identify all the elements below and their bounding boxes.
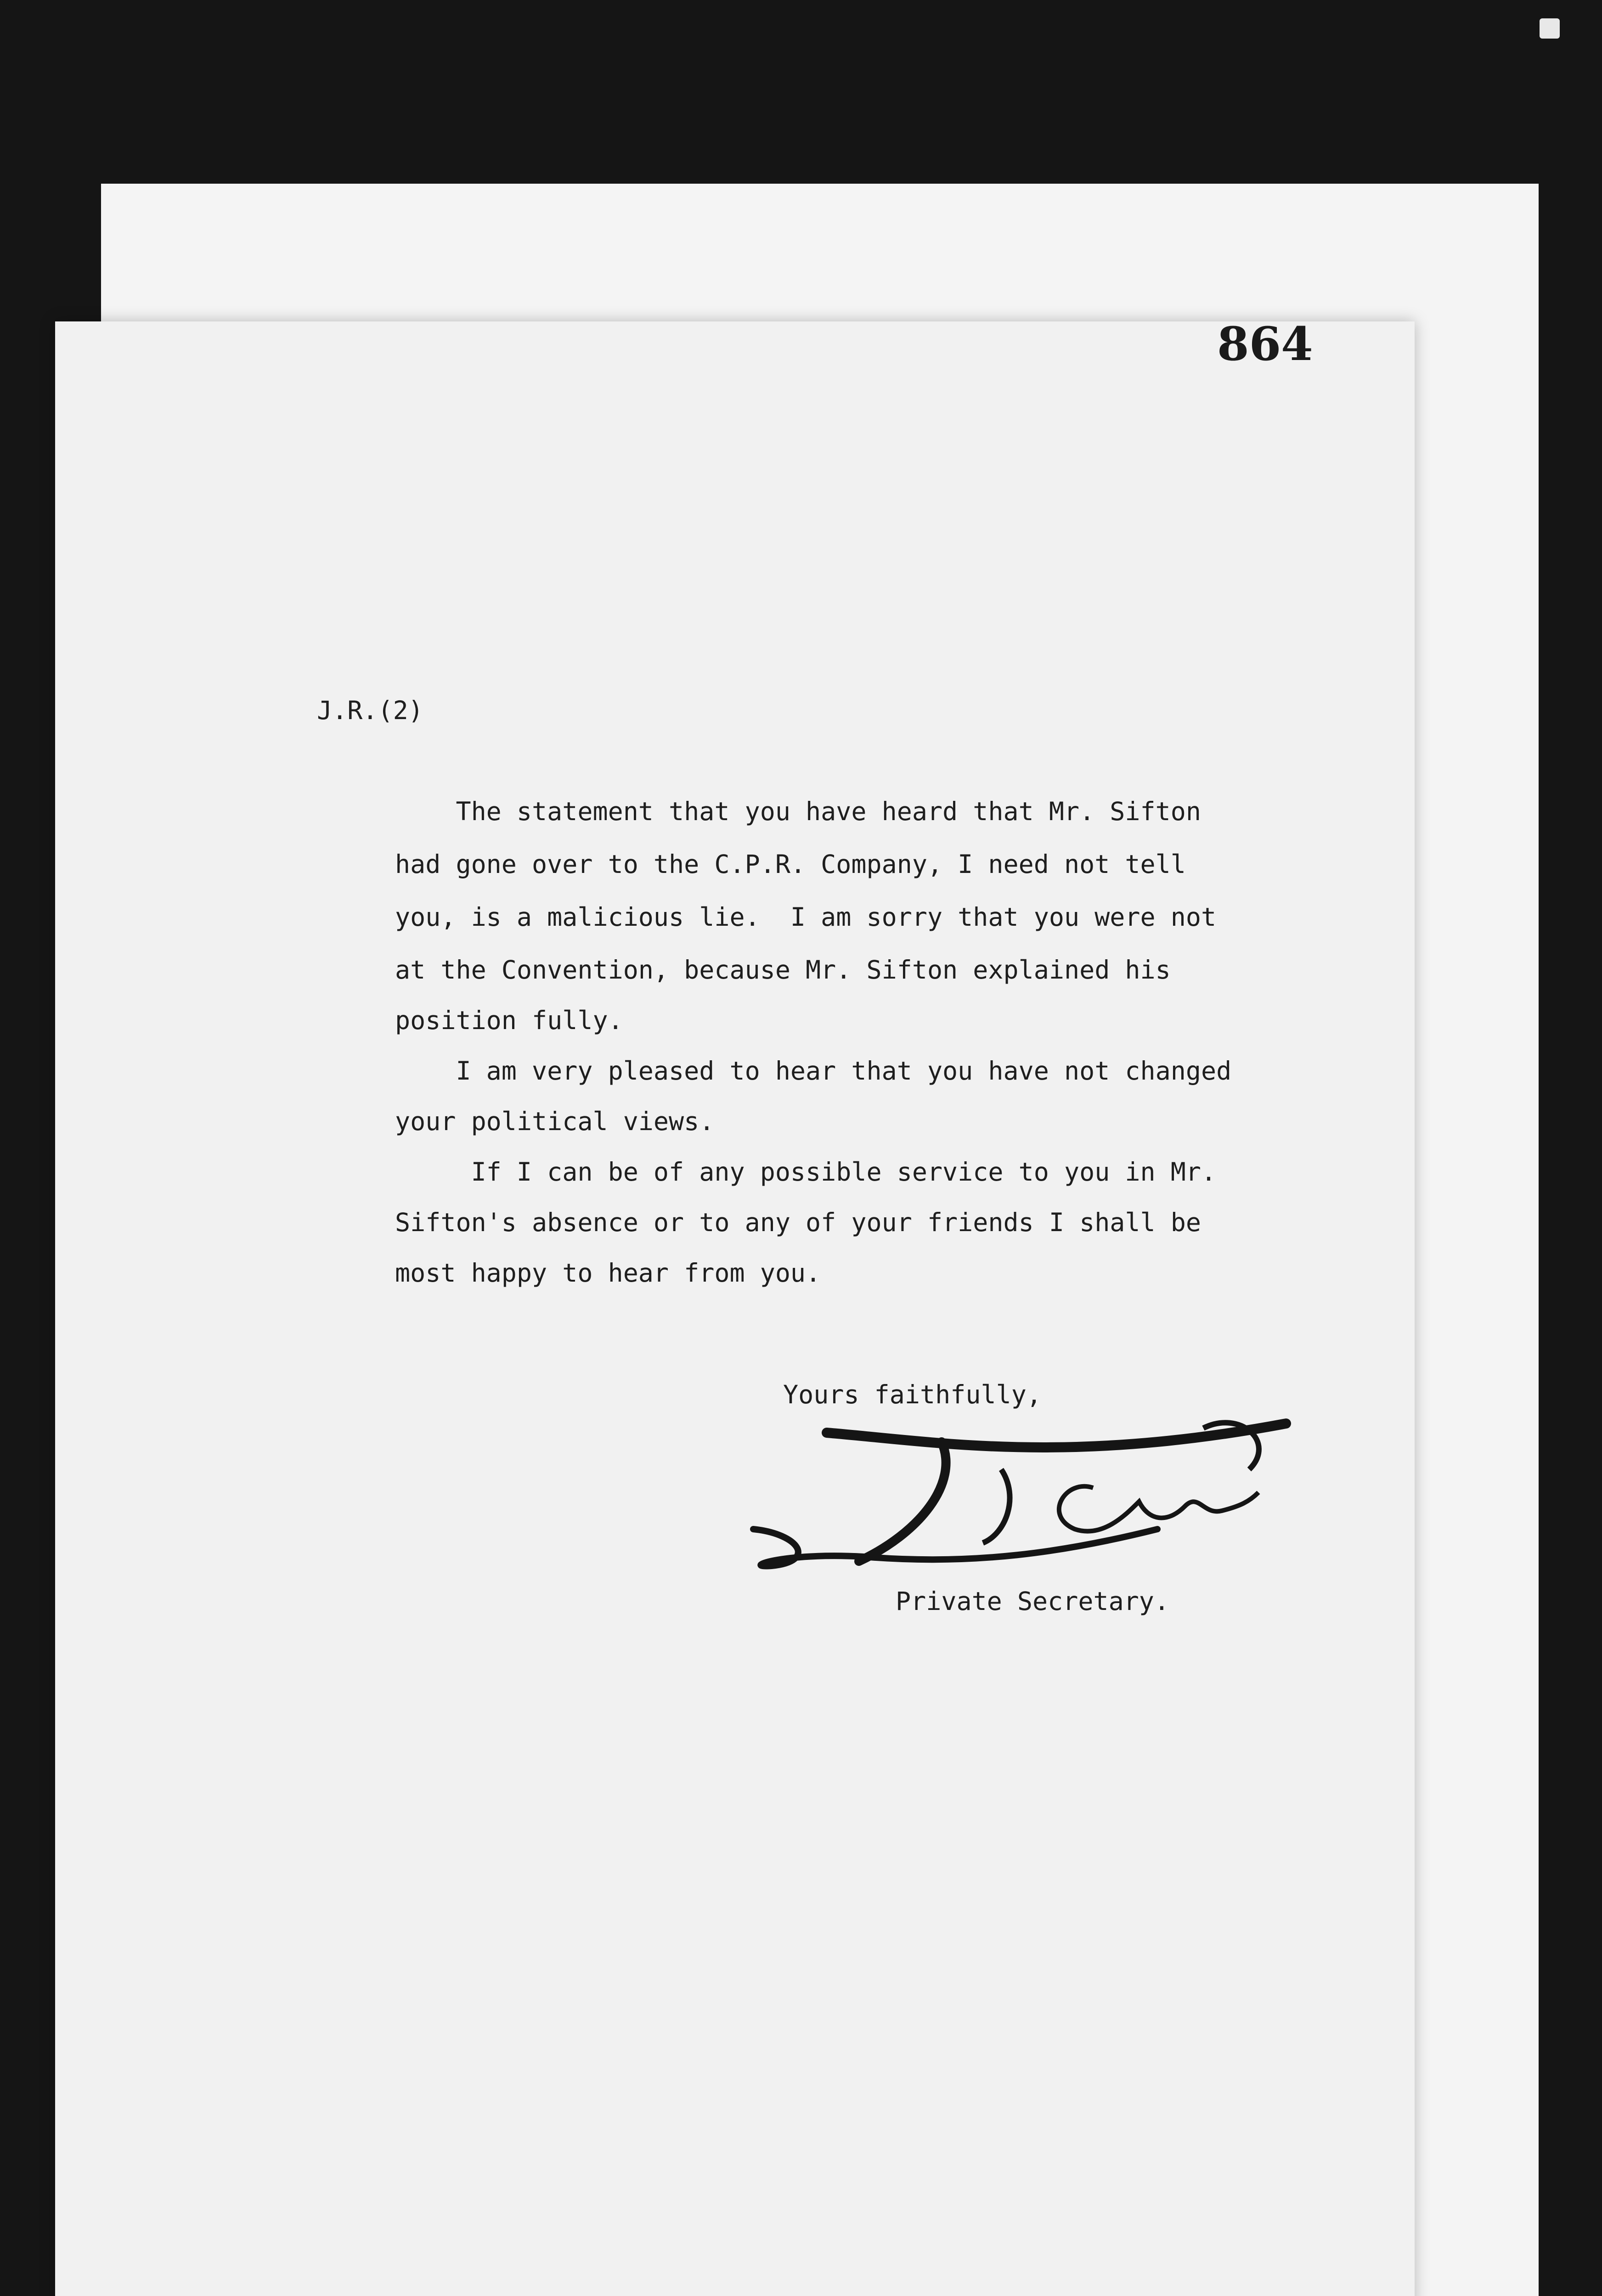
letter-line: If I can be of any possible service to you in Mr. — [395, 1157, 1217, 1187]
letter-body — [395, 797, 1232, 1288]
letter-line: you, is a malicious lie. I am sorry that you were not — [395, 902, 1217, 932]
letter-line: at the Convention, because Mr. Sifton explained his — [395, 955, 1171, 985]
letter-line: position fully. — [395, 1006, 623, 1035]
letter-line: The statement that you have heard that Mr. Sifton — [395, 797, 1201, 826]
letter-closing: Yours faithfully, — [783, 1380, 1042, 1409]
page-number: 864 — [1217, 317, 1313, 371]
letter-line: your political views. — [395, 1107, 715, 1136]
letter-reference: J.R.(2) — [317, 696, 423, 725]
handwritten-signature — [744, 1414, 1295, 1589]
letter-page — [55, 317, 1415, 2296]
signatory-title: Private Secretary. — [896, 1587, 1170, 1616]
letter-line: had gone over to the C.P.R. Company, I need not tell — [395, 850, 1186, 879]
letter-line: most happy to hear from you. — [395, 1258, 821, 1288]
frame-corner-mark — [1540, 18, 1560, 39]
letter-line: I am very pleased to hear that you have not changed — [395, 1056, 1232, 1086]
letter-line: Sifton's absence or to any of your friends I shall be — [395, 1208, 1201, 1237]
